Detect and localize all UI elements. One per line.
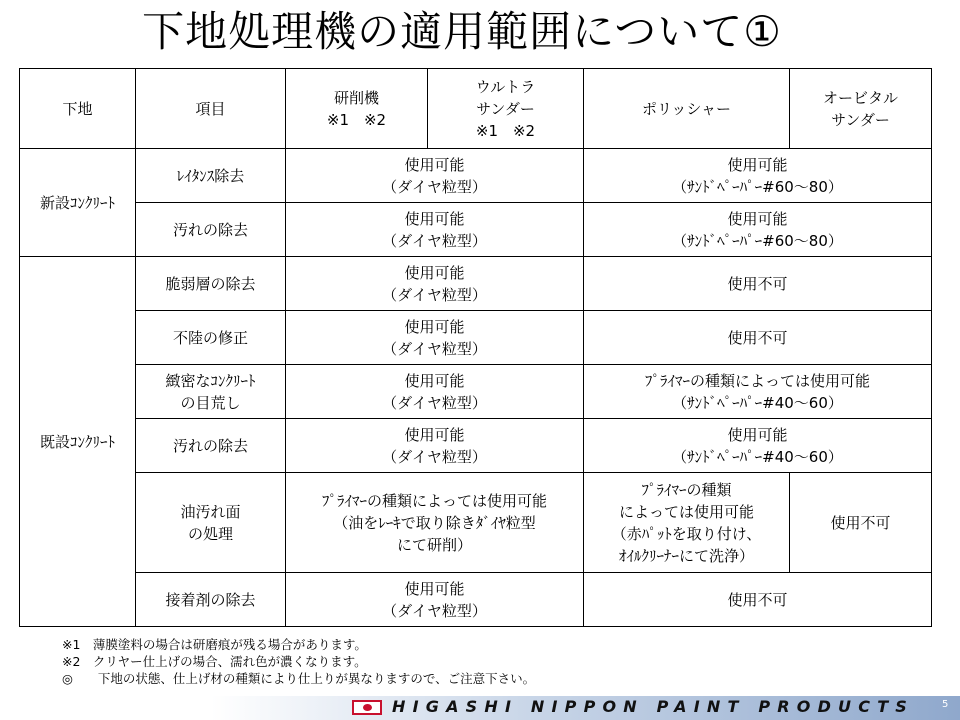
table-header-row (20, 69, 932, 149)
row-item: 油汚れ面 の処理 (136, 473, 286, 573)
table-row (20, 473, 932, 573)
group-new-concrete: 新設ｺﾝｸﾘｰﾄ (20, 149, 136, 257)
row-polisher-value: 使用不可 (584, 311, 932, 365)
row-grinder-value: 使用可能 （ダイヤ粒型） (286, 311, 584, 365)
row-grinder-value: 使用可能 （ダイヤ粒型） (286, 203, 584, 257)
row-orbital-value: 使用不可 (790, 473, 932, 573)
footnotes (62, 636, 535, 687)
row-grinder-value: ﾌﾟﾗｲﾏｰの種類によっては使用可能 （油をﾚｰｷで取り除きﾀﾞｲﾔ粒型 にて研削） (286, 473, 584, 573)
group-existing-concrete: 既設ｺﾝｸﾘｰﾄ (20, 257, 136, 627)
table-row (20, 419, 932, 473)
company-logo-icon (352, 700, 382, 715)
table-row (20, 311, 932, 365)
row-item: 緻密なｺﾝｸﾘｰﾄ の目荒し (136, 365, 286, 419)
page-title: 下地処理機の適用範囲について① (142, 7, 782, 56)
row-grinder-value: 使用可能 （ダイヤ粒型） (286, 365, 584, 419)
header-polisher: ポリッシャー (584, 69, 790, 149)
header-orbital-sander: オービタル サンダー (790, 69, 932, 149)
row-item: 脆弱層の除去 (136, 257, 286, 311)
header-grinder: 研削機 ※1 ※2 (286, 69, 428, 149)
row-item: 接着剤の除去 (136, 573, 286, 627)
table-row (20, 365, 932, 419)
table-row (20, 203, 932, 257)
table-row (20, 149, 932, 203)
row-polisher-value: 使用可能 （ｻﾝﾄﾞﾍﾟｰﾊﾟｰ#60～80） (584, 149, 932, 203)
application-range-table (19, 68, 932, 627)
row-polisher-value: ﾌﾟﾗｲﾏｰの種類によっては使用可能 （ｻﾝﾄﾞﾍﾟｰﾊﾟｰ#40～60） (584, 365, 932, 419)
header-base: 下地 (20, 69, 136, 149)
footnote-1: ※1 薄膜塗料の場合は研磨痕が残る場合があります。 (62, 637, 367, 652)
footnote-2: ※2 クリヤー仕上げの場合、濡れ色が濃くなります。 (62, 654, 367, 669)
row-grinder-value: 使用可能 （ダイヤ粒型） (286, 257, 584, 311)
table-row (20, 257, 932, 311)
row-item: 汚れの除去 (136, 203, 286, 257)
row-item: ﾚｲﾀﾝｽ除去 (136, 149, 286, 203)
row-polisher-value: ﾌﾟﾗｲﾏｰの種類 によっては使用可能 （赤ﾊﾟｯﾄを取り付け、 ｵｲﾙｸﾘｰﾅｰにて洗浄） (584, 473, 790, 573)
brand-name: HIGASHI NIPPON PAINT PRODUCTS (392, 697, 915, 716)
row-polisher-value: 使用可能 （ｻﾝﾄﾞﾍﾟｰﾊﾟｰ#60～80） (584, 203, 932, 257)
footnote-3: ◎ 下地の状態、仕上げ材の種類により仕上りが異なりますので、ご注意下さい。 (62, 671, 536, 686)
row-polisher-value: 使用不可 (584, 257, 932, 311)
row-polisher-value: 使用不可 (584, 573, 932, 627)
header-ultra-sander: ウルトラ サンダー ※1 ※2 (428, 69, 584, 149)
header-item: 項目 (136, 69, 286, 149)
page-number: 5 (942, 699, 949, 710)
row-grinder-value: 使用可能 （ダイヤ粒型） (286, 419, 584, 473)
row-grinder-value: 使用可能 （ダイヤ粒型） (286, 573, 584, 627)
row-polisher-value: 使用可能 （ｻﾝﾄﾞﾍﾟｰﾊﾟｰ#40～60） (584, 419, 932, 473)
row-item: 不陸の修正 (136, 311, 286, 365)
row-item: 汚れの除去 (136, 419, 286, 473)
table-row (20, 573, 932, 627)
row-grinder-value: 使用可能 （ダイヤ粒型） (286, 149, 584, 203)
